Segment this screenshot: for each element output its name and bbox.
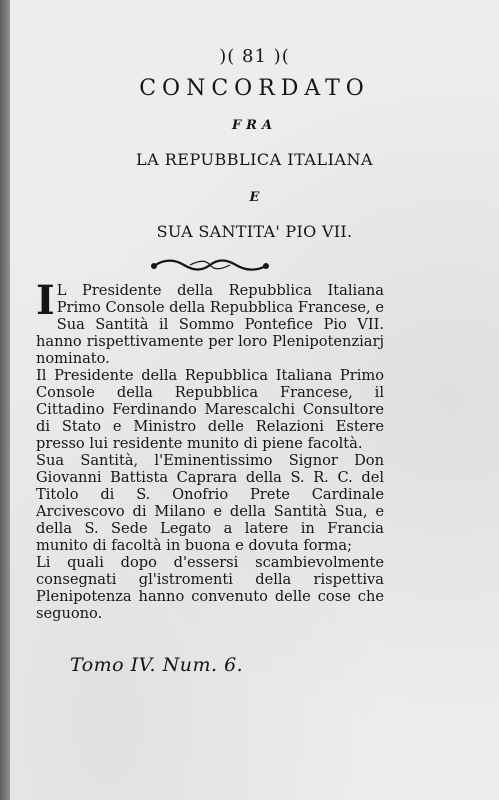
page-number: )( 81 )(: [219, 46, 290, 67]
subtitle-party-one: LA REPUBBLICA ITALIANA: [135, 150, 374, 169]
paragraph-preamble: [36, 277, 384, 367]
decorative-ornament: [150, 255, 270, 275]
paragraph-preamble-text: L Presidente della Repubblica Italiana Primo Console della Repubblica Francese, e Sua Santità il Sommo Pontefice Pio VII. hanno rispettivamente per loro Plenipotenziarj nominato.: [36, 282, 384, 367]
subtitle-conjunction: E: [249, 190, 260, 205]
subtitle-fra: FRA: [231, 118, 278, 133]
paragraph-papal-plenipotentiary: Sua Santità, l'Eminentissimo Signor Don Giovanni Battista Caprara della S. R. C. del Titolo di S. Onofrio Prete Cardinale Arcivescovo di Milano e della Santità Sua, e della S. Sede Legato a latere in Francia munito di facoltà in buona e dovuta forma;: [36, 452, 384, 554]
drop-cap: I: [36, 277, 55, 324]
treaty-text: [36, 277, 384, 622]
paragraph-agreement: Li quali dopo d'essersi scambievolmente consegnati gl'istromenti della rispettiva Plenipotenza hanno convenuto delle cose che seguono.: [36, 554, 384, 622]
paragraph-italian-plenipotentiary: Il Presidente della Repubblica Italiana Primo Console della Repubblica Francese, il Cittadino Ferdinando Marescalchi Consultore di Stato e Ministro delle Relazioni Estere presso lui residente munito di piene facoltà.: [36, 367, 384, 452]
subtitle-party-two: SUA SANTITA' PIO VII.: [156, 222, 353, 241]
document-title: CONCORDATO: [139, 76, 370, 101]
document-page: [10, 0, 499, 800]
volume-signature: Tomo IV. Num. 6.: [70, 654, 244, 676]
